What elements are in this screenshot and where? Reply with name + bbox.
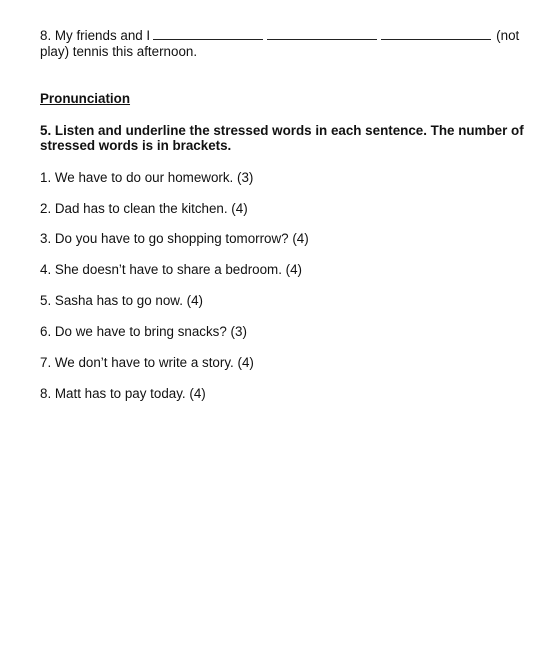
section-heading: Pronunciation	[40, 91, 131, 106]
exercise-item-suffix: (not	[496, 28, 520, 43]
answer-blank-2[interactable]	[267, 28, 377, 40]
sentence-item-3: 3. Do you have to go shopping tomorrow? (4)	[40, 231, 309, 246]
instruction-line-2: stressed words is in brackets.	[40, 138, 232, 153]
answer-blank-1[interactable]	[153, 28, 263, 40]
sentence-item-4: 4. She doesn’t have to share a bedroom. (4)	[40, 262, 303, 277]
exercise-item-continuation: play) tennis this afternoon.	[40, 44, 198, 59]
sentence-item-7: 7. We don’t have to write a story. (4)	[40, 355, 254, 370]
exercise-item-8	[40, 28, 519, 44]
sentence-item-6: 6. Do we have to bring snacks? (3)	[40, 324, 247, 339]
sentence-item-2: 2. Dad has to clean the kitchen. (4)	[40, 201, 248, 216]
exercise-item-prefix: 8. My friends and I	[40, 28, 151, 43]
answer-blank-3[interactable]	[381, 28, 491, 40]
sentence-item-5: 5. Sasha has to go now. (4)	[40, 293, 204, 308]
instruction-line-1: 5. Listen and underline the stressed words in each sentence. The number of	[40, 123, 524, 138]
sentence-item-1: 1. We have to do our homework. (3)	[40, 170, 254, 185]
sentence-item-8: 8. Matt has to pay today. (4)	[40, 386, 206, 401]
